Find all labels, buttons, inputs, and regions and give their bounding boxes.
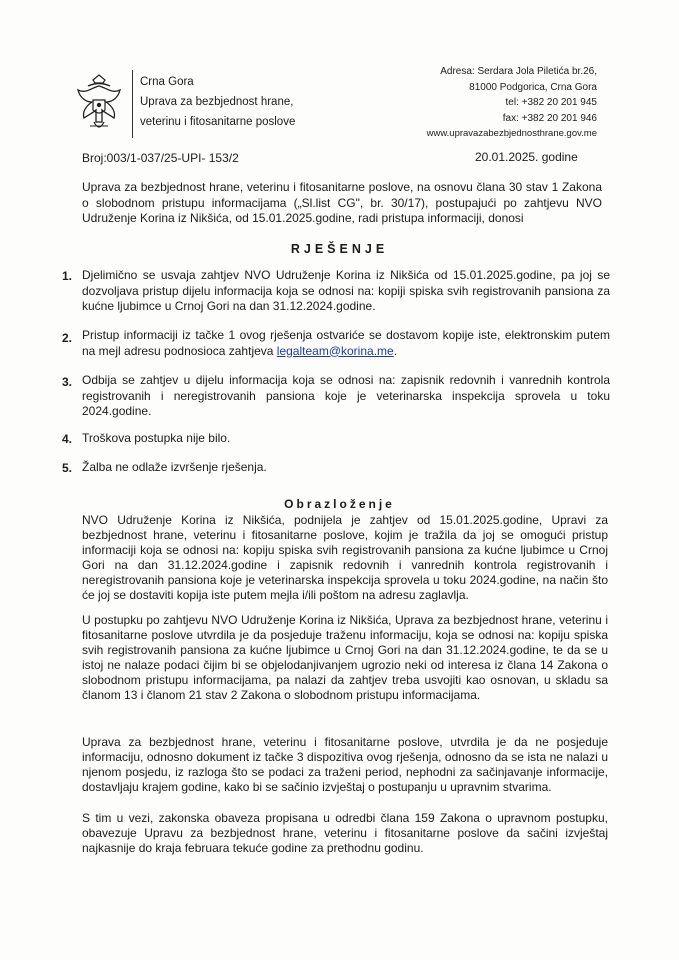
reasoning-paragraph: S tim u vezi, zakonska obaveza propisana u odredbi člana 159 Zakona o upravnom postupku, obavezuje Upravu za bezbjednost hrane, veterinu i fitosanitarne poslove da sačini izvještaj najkasnije do kraja februara tekuće godine za prethodnu godinu. (82, 811, 608, 855)
decision-item: Djelimično se usvaja zahtjev NVO Udruženje Korina iz Nikšića od 15.01.2025.godine, pa joj se dozvoljava pristup dijelu informacija koja se odnosi na: kopiji spiska svih registrovanih pansiona za kućne ljubimce u Crnoj Gori na dan 31.12.2024.godine. (82, 268, 610, 313)
contact-block (427, 64, 597, 142)
header-divider (132, 70, 133, 138)
decision-title: RJEŠENJE (290, 242, 389, 256)
document-number: Broj:003/1-037/25-UPI- 153/2 (82, 151, 239, 165)
decision-item: Odbija se zahtjev u dijelu informacija koja se odnosi na: zapisnik redovnih i vanrednih kontrola registrovanih i neregistrovanih pansiona koje je veterinarska inspekcija sprovela u toku 2024.godine. (82, 373, 610, 418)
item-text: Pristup informaciji iz tačke 1 ovog rješenja ostvariće se dostavom kopije iste, elektronskim putem na mejl adresu podnosioca zahtjeva (82, 328, 610, 358)
reasoning-paragraph: U postupku po zahtjevu NVO Udruženje Korina iz Nikšića, Uprava za bezbjednost hrane, veterinu i fitosanitarne poslove utvrdila je da posjeduje traženu informaciju, koja se odnosi na: kopiju spiska svih registrovanih pansiona za kućne ljubimce u Crnoj Gori na dan 31.12.2024.godine, te da se u istoj ne nalaze podaci čijim bi se objelodanjivanjem ugrozio neki od interesa iz člana 14 Zakona o slobodnom pristupu informacijama, pa nalazi da zahtjev treba usvojiti kao osnovan, u skladu sa članom 13 i članom 21 stav 2 Zakona o slobodnom pristupu informacijama. (82, 613, 608, 702)
reasoning-paragraph: Uprava za bezbjednost hrane, veterinu i fitosanitarne poslove, utvrdila je da ne posjeduje informaciju, odnosno dokument iz tačke 3 dispozitiva ovog rješenja, odnosno da se ista ne nalazi u njenom posjedu, iz razloga što se podaci za traženi period, nephodni za sačinjavanje informacije, dostavljaju krajem godine, kako bi se sačinio izvještaj o postupanju u upravnim stvarima. (82, 735, 608, 794)
website-link[interactable]: www.upravazabezbjednosthrane.gov.me (426, 128, 597, 139)
intro-paragraph: Uprava za bezbjednost hrane, veterinu i fitosanitarne poslove, na osnovu člana 30 stav 1 Zakona o slobodnom pristupu informacijama („Sl.list CG", br. 30/17), postupajući po zahtjevu NVO Udruženje Korina iz Nikšića, od 15.01.2025.godine, radi pristupa informaciji, donosi (82, 180, 602, 225)
email-link[interactable]: legalteam@korina.me (276, 343, 394, 358)
address-line-1: Adresa: Serdara Jola Piletića br.26, (440, 66, 597, 77)
decision-item: Troškova postupka nije bilo. (82, 431, 231, 445)
item-number: 2. (62, 331, 73, 345)
org-line: Uprava za bezbjednost hrane, (140, 96, 294, 108)
reasoning-paragraph: NVO Udruženje Korina iz Nikšića, podnijela je zahtjev od 15.01.2025.godine, Upravi za bezbjednost hrane, veterinu i fitosanitarne poslove, kojim je tražila da joj se omogući pristup informaciji koja se odnosi na: kopiju spiska svih registrovanih pansiona za kućne ljubimce u Crnoj Gori na dan 31.12.2024.godine i zapisnik redovnih i vanrednih kontrola registrovanih i neregistrovanih pansiona koje je veterinarska inspekcija sprovela u toku 2024.godine, na način što će joj se dostaviti kopija iste putem mejla i/ili poštom na adresu zaglavlja. (82, 513, 608, 602)
item-number: 3. (62, 375, 73, 389)
organization-name (140, 72, 295, 132)
coat-of-arms-emblem (74, 74, 124, 136)
address-line-2: 81000 Podgorica, Crna Gora (469, 81, 597, 93)
decision-item (82, 328, 610, 359)
item-number: 5. (62, 461, 73, 475)
reasoning-title: Obrazloženje (284, 497, 395, 511)
fax: fax: +382 20 201 946 (502, 112, 597, 124)
item-text: . (393, 343, 398, 358)
org-line: Crna Gora (140, 76, 194, 88)
item-number: 1. (62, 269, 73, 283)
document-date: 20.01.2025. godine (475, 150, 578, 164)
org-line: veterinu i fitosanitarne poslove (140, 116, 296, 128)
decision-item: Žalba ne odlaže izvršenje rješenja. (82, 460, 267, 474)
item-number: 4. (62, 432, 73, 446)
phone: tel: +382 20 201 945 (505, 97, 597, 108)
